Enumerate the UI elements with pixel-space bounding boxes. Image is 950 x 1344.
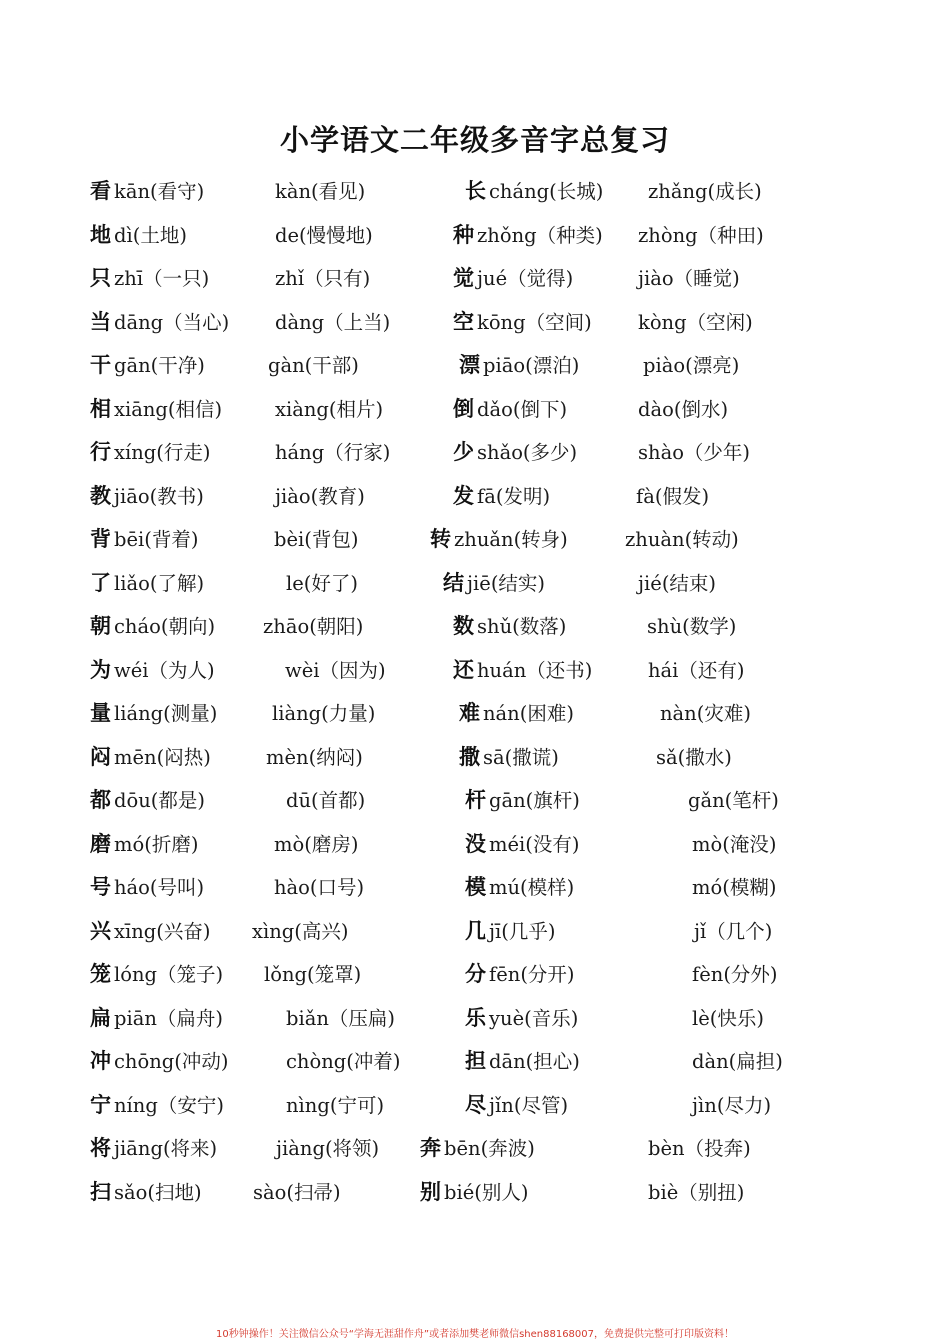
headword-entry (90, 649, 215, 693)
entry-row (0, 953, 950, 997)
pinyin-example: jǐ（几个) (694, 919, 773, 943)
alternate-reading (274, 823, 358, 867)
headword-char: 兴 (90, 918, 111, 943)
headword-entry (90, 214, 187, 258)
pinyin-example: cháo(朝向) (114, 615, 216, 638)
alternate-reading (625, 518, 739, 562)
entry-row (0, 649, 950, 693)
headword-entry (459, 736, 559, 780)
headword-entry (90, 1084, 224, 1128)
pinyin-example: liàng(力量) (272, 702, 376, 725)
alternate-reading (638, 301, 753, 345)
headword-char: 磨 (90, 831, 111, 856)
alternate-reading (275, 257, 370, 301)
headword-entry (90, 823, 198, 867)
headword-entry (459, 692, 574, 736)
alternate-reading (286, 562, 358, 606)
headword-entry (453, 649, 592, 693)
entry-row (0, 562, 950, 606)
headword-entry (90, 736, 211, 780)
entry-row (0, 1127, 950, 1171)
pinyin-example: bēi(背着) (114, 528, 199, 551)
pinyin-example: sào(扫帚) (253, 1180, 341, 1204)
pinyin-example: mò(淹没) (692, 832, 777, 856)
headword-entry (453, 257, 573, 301)
pinyin-example: dōu(都是) (114, 789, 205, 812)
alternate-reading (275, 214, 373, 258)
headword-char: 宁 (90, 1092, 111, 1117)
pinyin-example: nàn(灾难) (660, 702, 751, 725)
headword-char: 觉 (453, 266, 474, 290)
pinyin-example: kān(看守) (114, 180, 205, 203)
pinyin-example: lè(快乐) (692, 1006, 764, 1030)
pinyin-example: le(好了) (286, 571, 358, 595)
headword-char: 行 (90, 440, 111, 464)
pinyin-example: xīng(兴奋) (114, 919, 211, 943)
headword-char: 长 (465, 179, 486, 203)
pinyin-example: lǒng(笼罩) (264, 963, 362, 986)
pinyin-example: dān(担心) (489, 1050, 580, 1073)
headword-entry (465, 953, 575, 997)
pinyin-example: bié(别人) (444, 1180, 529, 1204)
entry-row (0, 1171, 950, 1215)
headword-entry (420, 1171, 528, 1215)
pinyin-example: mó(模糊) (692, 876, 777, 899)
entry-row (0, 692, 950, 736)
pinyin-example: nán(困难) (483, 702, 574, 725)
pinyin-example: gàn(干部) (268, 354, 359, 377)
footer-note: 10秒钟操作！关注微信公众号“学海无涯甜作舟”或者添加樊老师微信shen88168007，免费提供完整可打印版资料！ (215, 1329, 735, 1340)
headword-entry (459, 344, 579, 388)
pinyin-example: bēn(奔波) (444, 1137, 535, 1160)
pinyin-example: chōng(冲动) (114, 1050, 229, 1073)
pinyin-example: sā(撒谎) (483, 745, 559, 769)
headword-entry (90, 431, 211, 475)
headword-entry (90, 518, 198, 562)
alternate-reading (692, 953, 778, 997)
pinyin-example: xiāng(相信) (114, 397, 223, 421)
pinyin-example: liáng(测量) (114, 702, 218, 725)
pinyin-example: lóng（笼子) (114, 963, 224, 986)
pinyin-example: kòng（空闲) (638, 310, 753, 334)
headword-entry (465, 997, 578, 1041)
pinyin-example: zhuǎn(转身) (454, 528, 568, 551)
alternate-reading (692, 823, 776, 867)
alternate-reading (274, 866, 364, 910)
pinyin-example: xiàng(相片) (275, 397, 384, 421)
headword-char: 朝 (90, 614, 111, 638)
headword-char: 没 (465, 831, 486, 856)
headword-char: 漂 (459, 353, 480, 377)
pinyin-example: zhòng（种田) (638, 223, 764, 247)
pinyin-example: jiē(结实) (467, 571, 546, 595)
pinyin-example: shào（少年) (638, 441, 751, 464)
headword-entry (90, 997, 223, 1041)
pinyin-example: mó(折磨) (114, 832, 199, 856)
pinyin-example: de(慢慢地) (275, 223, 373, 247)
pinyin-example: dāng（当心) (114, 310, 230, 334)
pinyin-example: háo(号叫) (114, 876, 205, 899)
pinyin-example: dǎo(倒下) (477, 397, 568, 421)
polyphone-list (0, 170, 950, 1214)
alternate-reading (660, 692, 751, 736)
headword-char: 只 (90, 266, 111, 290)
headword-entry (453, 388, 567, 432)
alternate-reading (275, 475, 365, 519)
headword-char: 扫 (90, 1179, 111, 1204)
headword-entry (453, 475, 550, 519)
headword-entry (420, 1127, 535, 1171)
headword-char: 奔 (420, 1136, 441, 1160)
pinyin-example: sǎ(撒水) (656, 745, 732, 769)
entry-row (0, 779, 950, 823)
pinyin-example: hào(口号) (274, 876, 365, 899)
alternate-reading (275, 170, 365, 214)
alternate-reading (276, 1127, 379, 1171)
headword-entry (90, 779, 205, 823)
headword-entry (90, 257, 209, 301)
entry-row (0, 1084, 950, 1128)
alternate-reading (268, 344, 359, 388)
headword-char: 看 (90, 179, 111, 203)
headword-char: 了 (90, 570, 111, 595)
headword-char: 为 (90, 657, 111, 682)
headword-char: 乐 (465, 1005, 486, 1030)
alternate-reading (648, 1127, 751, 1171)
entry-row (0, 214, 950, 258)
alternate-reading (286, 997, 395, 1041)
pinyin-example: shǎo(多少) (477, 441, 578, 464)
headword-char: 数 (453, 614, 474, 638)
pinyin-example: jiàng(将领) (276, 1137, 380, 1160)
headword-entry (90, 344, 205, 388)
entry-row (0, 475, 950, 519)
pinyin-example: dàn(扁担) (692, 1050, 783, 1073)
pinyin-example: jìn(尽力) (692, 1093, 772, 1117)
headword-entry (453, 431, 577, 475)
pinyin-example: huán（还书) (477, 658, 593, 682)
pinyin-example: jǐn(尽管) (489, 1093, 569, 1117)
pinyin-example: gǎn(笔杆) (688, 789, 779, 812)
alternate-reading (636, 475, 709, 519)
headword-char: 量 (90, 701, 111, 725)
pinyin-example: piān（扁舟) (114, 1006, 224, 1030)
pinyin-example: chòng(冲着) (286, 1050, 401, 1073)
headword-char: 笼 (90, 962, 111, 986)
headword-entry (443, 562, 545, 606)
alternate-reading (648, 649, 745, 693)
pinyin-example: háng（行家) (275, 441, 391, 464)
entry-row (0, 518, 950, 562)
alternate-reading (264, 953, 361, 997)
pinyin-example: piāo(漂泊) (483, 354, 580, 377)
headword-char: 号 (90, 875, 111, 899)
headword-char: 教 (90, 483, 111, 508)
headword-char: 还 (453, 657, 474, 682)
alternate-reading (275, 388, 383, 432)
headword-char: 尽 (465, 1092, 486, 1117)
alternate-reading (643, 344, 739, 388)
alternate-reading (692, 866, 776, 910)
headword-char: 干 (90, 353, 111, 377)
headword-entry (453, 214, 603, 258)
page-title: 小学语文二年级多音字总复习 (279, 123, 670, 157)
pinyin-example: yuè(音乐) (489, 1006, 579, 1030)
entry-row (0, 1040, 950, 1084)
alternate-reading (688, 779, 779, 823)
pinyin-example: gān(干净) (114, 354, 205, 377)
entry-row (0, 257, 950, 301)
headword-char: 背 (90, 527, 111, 551)
pinyin-example: wéi（为人) (114, 658, 215, 682)
headword-entry (90, 562, 204, 606)
headword-char: 倒 (453, 396, 474, 421)
pinyin-example: fà(假发) (636, 484, 710, 508)
headword-entry (90, 605, 215, 649)
alternate-reading (638, 214, 764, 258)
headword-char: 发 (453, 483, 474, 508)
headword-char: 当 (90, 309, 111, 334)
pinyin-example: mò(磨房) (274, 832, 359, 856)
alternate-reading (266, 736, 363, 780)
pinyin-example: shù(数学) (647, 615, 737, 638)
alternate-reading (638, 388, 728, 432)
pinyin-example: mèn(纳闷) (266, 745, 363, 769)
headword-char: 扁 (90, 1005, 111, 1030)
pinyin-example: nìng(宁可) (286, 1093, 385, 1117)
headword-char: 冲 (90, 1049, 111, 1073)
entry-row (0, 301, 950, 345)
headword-entry (430, 518, 568, 562)
headword-char: 种 (453, 222, 474, 247)
headword-entry (90, 910, 211, 954)
headword-entry (465, 910, 556, 954)
alternate-reading (647, 605, 736, 649)
entry-row (0, 605, 950, 649)
alternate-reading (656, 736, 732, 780)
entry-row (0, 344, 950, 388)
pinyin-example: níng（安宁) (114, 1093, 224, 1117)
pinyin-example: mú(模样) (489, 876, 575, 899)
entry-row (0, 823, 950, 867)
pinyin-example: sǎo(扫地) (114, 1180, 202, 1204)
pinyin-example: cháng(长城) (489, 180, 604, 203)
pinyin-example: zhǐ（只有) (275, 267, 371, 290)
pinyin-example: jiāng(将来) (114, 1137, 218, 1160)
headword-char: 担 (465, 1049, 486, 1073)
headword-entry (90, 866, 204, 910)
entry-row (0, 388, 950, 432)
entry-row (0, 997, 950, 1041)
alternate-reading (648, 170, 762, 214)
alternate-reading (638, 431, 750, 475)
headword-entry (90, 692, 217, 736)
headword-char: 相 (90, 396, 111, 421)
pinyin-example: wèi（因为) (285, 658, 386, 682)
pinyin-example: fèn(分外) (692, 963, 778, 986)
alternate-reading (286, 779, 365, 823)
headword-entry (90, 1040, 228, 1084)
alternate-reading (286, 1084, 384, 1128)
entry-row (0, 910, 950, 954)
alternate-reading (275, 301, 390, 345)
headword-entry (90, 301, 229, 345)
alternate-reading (648, 1171, 744, 1215)
alternate-reading (274, 518, 358, 562)
headword-entry (465, 823, 579, 867)
entry-row (0, 736, 950, 780)
pinyin-example: jié(结束) (638, 571, 717, 595)
alternate-reading (275, 431, 390, 475)
headword-entry (465, 866, 574, 910)
pinyin-example: zhǎng(成长) (648, 180, 762, 203)
pinyin-example: mēn(闷热) (114, 745, 211, 769)
pinyin-example: jī(几乎) (489, 919, 556, 943)
headword-entry (90, 170, 204, 214)
alternate-reading (252, 910, 349, 954)
pinyin-example: dū(首都) (286, 789, 366, 812)
headword-char: 地 (90, 222, 111, 247)
headword-entry (90, 388, 222, 432)
entry-row (0, 866, 950, 910)
entry-row (0, 170, 950, 214)
headword-char: 闷 (90, 744, 111, 769)
alternate-reading (253, 1171, 341, 1215)
headword-char: 将 (90, 1136, 111, 1160)
pinyin-example: jiào（睡觉) (638, 267, 740, 290)
pinyin-example: zhāo(朝阳) (263, 615, 364, 638)
entry-row (0, 431, 950, 475)
alternate-reading (638, 257, 740, 301)
pinyin-example: jiāo(教书) (114, 484, 204, 508)
pinyin-example: biè（别扭) (648, 1180, 745, 1204)
alternate-reading (286, 1040, 400, 1084)
headword-char: 都 (90, 788, 111, 812)
headword-char: 结 (443, 570, 464, 595)
pinyin-example: bèn（投奔) (648, 1137, 751, 1160)
pinyin-example: hái（还有) (648, 658, 745, 682)
headword-char: 几 (465, 918, 486, 943)
headword-entry (465, 170, 603, 214)
headword-entry (453, 301, 592, 345)
headword-char: 撒 (459, 744, 480, 769)
headword-entry (453, 605, 566, 649)
headword-char: 杆 (465, 788, 486, 812)
pinyin-example: fēn(分开) (489, 963, 575, 986)
pinyin-example: zhuàn(转动) (625, 528, 739, 551)
headword-entry (90, 475, 204, 519)
headword-char: 分 (465, 962, 486, 986)
alternate-reading (692, 1040, 783, 1084)
alternate-reading (263, 605, 363, 649)
headword-char: 别 (420, 1179, 441, 1204)
headword-char: 少 (453, 440, 474, 464)
headword-char: 转 (430, 527, 451, 551)
pinyin-example: zhǒng（种类) (477, 223, 603, 247)
pinyin-example: jiào(教育) (275, 484, 365, 508)
pinyin-example: fā(发明) (477, 484, 551, 508)
pinyin-example: kàn(看见) (275, 180, 366, 203)
alternate-reading (285, 649, 386, 693)
pinyin-example: xìng(高兴) (252, 919, 349, 943)
headword-entry (90, 1127, 217, 1171)
pinyin-example: liǎo(了解) (114, 571, 205, 595)
pinyin-example: kōng（空间) (477, 310, 592, 334)
pinyin-example: gān(旗杆) (489, 789, 580, 812)
pinyin-example: bèi(背包) (274, 528, 359, 551)
pinyin-example: dàng（上当) (275, 310, 391, 334)
headword-entry (465, 779, 580, 823)
headword-char: 模 (465, 875, 486, 899)
alternate-reading (638, 562, 716, 606)
pinyin-example: jué（觉得) (477, 267, 574, 290)
headword-char: 空 (453, 309, 474, 334)
pinyin-example: biǎn（压扁) (286, 1006, 396, 1030)
pinyin-example: zhī（一只) (114, 267, 210, 290)
pinyin-example: xíng(行走) (114, 441, 211, 464)
pinyin-example: piào(漂亮) (643, 354, 740, 377)
alternate-reading (272, 692, 375, 736)
alternate-reading (694, 910, 772, 954)
pinyin-example: shǔ(数落) (477, 615, 567, 638)
headword-entry (465, 1040, 580, 1084)
headword-entry (90, 1171, 202, 1215)
headword-entry (90, 953, 223, 997)
pinyin-example: méi(没有) (489, 832, 580, 856)
pinyin-example: dì(土地) (114, 223, 187, 247)
headword-entry (465, 1084, 568, 1128)
headword-char: 难 (459, 701, 480, 725)
alternate-reading (692, 1084, 771, 1128)
pinyin-example: dào(倒水) (638, 397, 729, 421)
alternate-reading (692, 997, 764, 1041)
